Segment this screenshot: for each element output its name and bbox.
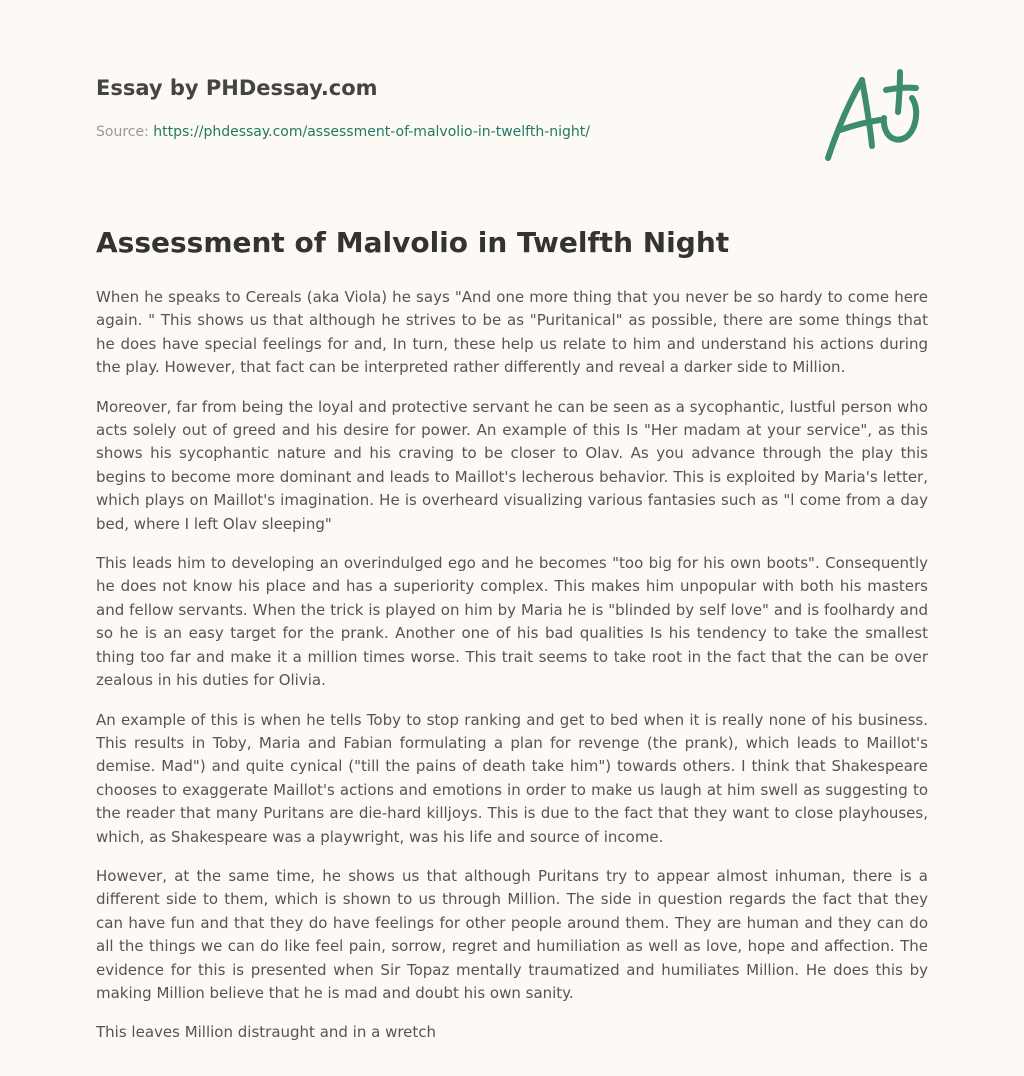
essay-paragraph-2: Moreover, far from being the loyal and protective servant he can be seen as a sycophantic, lustful person who acts solely out of greed and his desire for power. An example of this Is "Her madam at your service", as this shows his sycophantic nature and his craving to be closer to Olav. As you advance through the play this begins to become more dominant and leads to Maillot's lecherous behavior. This is exploited by Maria's letter, which plays on Maillot's imagination. He is overheard visualizing various fantasies such as "l come from a day bed, where I left Olav sleeping" (96, 397, 928, 533)
essay-paragraph-4: An example of this is when he tells Toby to stop ranking and get to bed when it is really none of his business. This results in Toby, Maria and Fabian formulating a plan for revenge (the prank), which leads to Maillot's demise. Mad") and quite cynical ("till the pains of death take him") towards others. I think that Shakespeare chooses to exaggerate Maillot's actions and emotions in order to make us laugh at him swell as suggesting to the reader that many Puritans are die-hard killjoys. This is due to the fact that they want to close playhouses, which, as Shakespeare was a playwright, was his life and source of income. (96, 710, 928, 846)
essay-paragraph-5: However, at the same time, he shows us that although Puritans try to appear almost inhuman, there is a different side to them, which is shown to us through Million. The side in question regards the fact that they can have fun and that they do have feelings for other people around them. They are human and they can do all the things we can do like feel pain, sorrow, regret and humiliation as well as love, hope and affection. The evidence for this is presented when Sir Topaz mentally traumatized and humiliates Million. He does this by making Million believe that he is mad and doubt his own sanity. (96, 866, 928, 1002)
source-label: Source: (96, 124, 154, 140)
source-line (96, 124, 590, 140)
essay-paragraph-6: This leaves Million distraught and in a wretch (96, 1023, 437, 1042)
site-title: Essay by PHDessay.com (96, 76, 378, 100)
essay-paragraph-3: This leads him to developing an overindulged ego and he becomes "too big for his own boots". Consequently he does not know his place and has a superiority complex. This makes him unpopular with both his masters and fellow servants. When the trick is played on him by Maria he is "blinded by self love" and is foolhardy and so he is an easy target for the prank. Another one of his bad qualities Is his tendency to take the smallest thing too far and make it a million times worse. This trait seems to take root in the fact that the can be over zealous in his duties for Olivia. (96, 554, 928, 690)
essay-body (96, 286, 928, 1061)
essay-title: Assessment of Malvolio in Twelfth Night (96, 226, 730, 259)
essay-paragraph-1: When he speaks to Cereals (aka Viola) he says "And one more thing that you never be so hardy to come here again. " This shows us that although he strives to be as "Puritanical" as possible, there are some things that he does have special feelings for and, In turn, these help us relate to him and understand his actions during the play. However, that fact can be interpreted rather differently and reveal a darker side to Million. (96, 288, 928, 377)
source-link[interactable]: https://phdessay.com/assessment-of-malvolio-in-twelfth-night/ (153, 124, 590, 140)
page-header (96, 76, 928, 176)
a-plus-grade-icon (822, 68, 928, 164)
